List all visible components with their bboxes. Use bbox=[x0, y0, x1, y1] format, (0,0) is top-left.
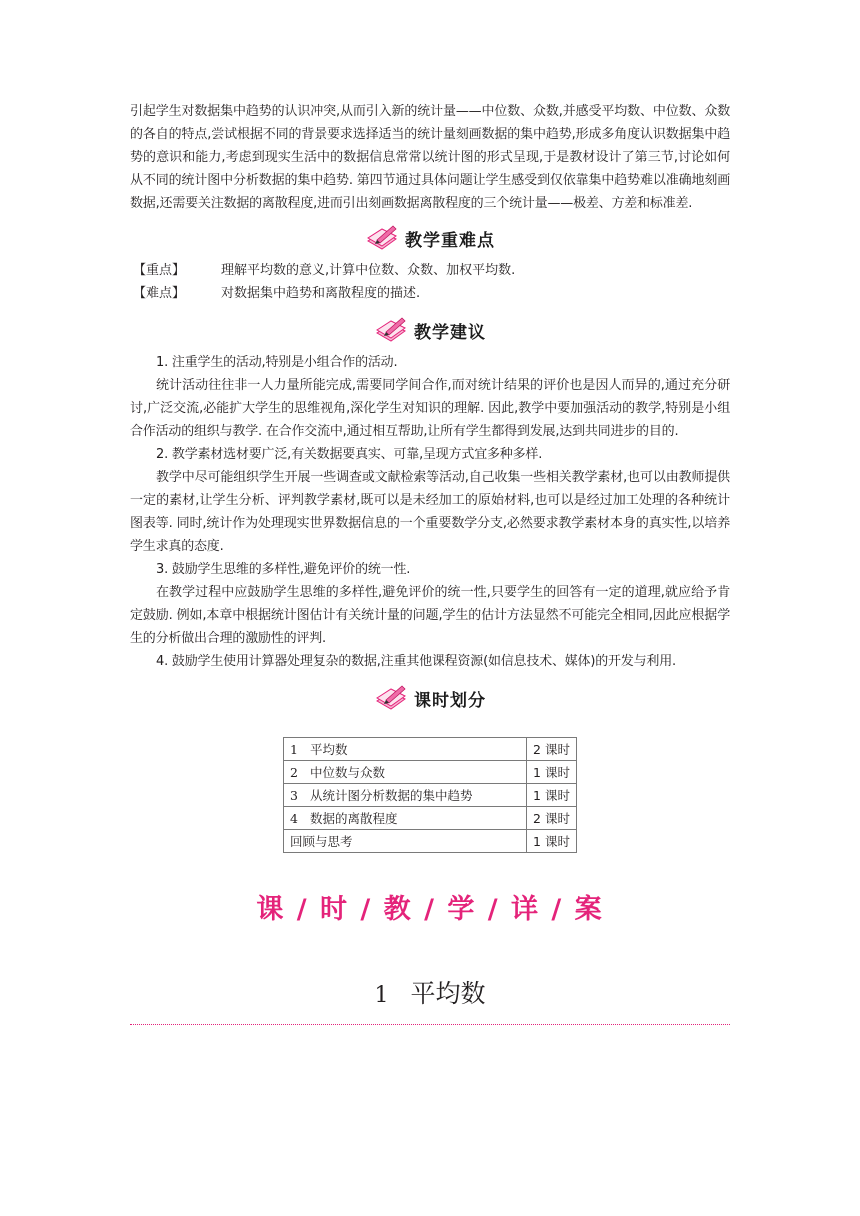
lesson-cell: 4 数据的离散程度 bbox=[284, 807, 527, 830]
table-row bbox=[284, 738, 577, 761]
suggestion-paragraph: 教学中尽可能组织学生开展一些调查或文献检索等活动,自己收集一些相关教学素材,也可以由教师提供一定的素材,让学生分析、评判教学素材,既可以是未经加工的原始材料,也可以是经过加工处理的各种统计图表等. 同时,统计作为处理现实世界数据信息的一个重要数学分支,必然要求教学素材本身的真实性,以培养学生求真的态度. bbox=[130, 470, 730, 554]
lesson-cell: 3 从统计图分析数据的集中趋势 bbox=[284, 784, 527, 807]
suggestion-item: 2. 教学素材选材要广泛,有关数据要真实、可靠,呈现方式宜多种多样. bbox=[156, 447, 543, 462]
table-row bbox=[284, 807, 577, 830]
schedule-heading bbox=[130, 677, 730, 719]
difficult-point-row bbox=[130, 282, 730, 305]
table-row bbox=[284, 761, 577, 784]
hours-cell: 2 课时 bbox=[527, 738, 577, 761]
key-point-row bbox=[130, 259, 730, 282]
suggestion-item: 1. 注重学生的活动,特别是小组合作的活动. bbox=[156, 355, 398, 370]
suggestion-paragraph: 在教学过程中应鼓励学生思维的多样性,避免评价的统一性,只要学生的回答有一定的道理,就应给予肯定鼓励. 例如,本章中根据统计图估计有关统计量的问题,学生的估计方法显然不可能完全相同,因此应根据学生的分析做出合理的激励性的评判. bbox=[130, 585, 730, 646]
section-title: 课时划分 bbox=[414, 690, 486, 711]
difficult-point-text: 对数据集中趋势和离散程度的描述. bbox=[221, 286, 421, 301]
section-title: 教学建议 bbox=[414, 322, 486, 343]
section-title: 教学重难点 bbox=[405, 230, 495, 251]
lesson-title-text: 平均数 bbox=[410, 979, 486, 1008]
document-page bbox=[130, 100, 730, 1025]
intro-paragraph: 引起学生对数据集中趋势的认识冲突,从而引入新的统计量——中位数、众数,并感受平均数、中位数、众数的各自的特点,尝试根据不同的背景要求选择适当的统计量刻画数据的集中趋势,形成多角度认识数据集中趋势的意识和能力,考虑到现实生活中的数据信息常常以统计图的形式呈现,于是教材设计了第三节,讨论如何从不同的统计图中分析数据的集中趋势. 第四节通过具体问题让学生感受到仅依靠集中趋势难以准确地刻画数据,还需要关注数据的离散程度,进而引出刻画数据离散程度的三个统计量——极差、方差和标准差. bbox=[130, 104, 730, 211]
key-point-tag: 【重点】 bbox=[133, 263, 186, 278]
suggestion-paragraph: 统计活动往往非一人力量所能完成,需要同学间合作,而对统计结果的评价也是因人而异的,通过充分研讨,广泛交流,必能扩大学生的思维视角,深化学生对知识的理解. 因此,教学中要加强活动的教学,特别是小组合作活动的组织与教学. 在合作交流中,通过相互帮助,让所有学生都得到发展,达到共同进步的目的. bbox=[130, 378, 730, 439]
suggestion-item: 4. 鼓励学生使用计算器处理复杂的数据,注重其他课程资源(如信息技术、媒体)的开发与利用. bbox=[156, 654, 676, 669]
pencil-notebook-icon bbox=[365, 223, 399, 253]
divider bbox=[130, 1024, 730, 1025]
lesson-title bbox=[130, 974, 730, 1010]
suggestions-heading bbox=[130, 309, 730, 351]
difficult-point-tag: 【难点】 bbox=[133, 286, 186, 301]
pencil-notebook-icon bbox=[374, 683, 408, 713]
suggestion-item: 3. 鼓励学生思维的多样性,避免评价的统一性. bbox=[156, 562, 411, 577]
key-difficult-heading bbox=[130, 217, 730, 259]
schedule-table bbox=[283, 737, 577, 853]
table-row bbox=[284, 784, 577, 807]
lesson-cell: 2 中位数与众数 bbox=[284, 761, 527, 784]
lesson-plan-banner: 课 / 时 / 教 / 学 / 详 / 案 bbox=[256, 894, 604, 925]
lesson-cell: 回顾与思考 bbox=[284, 830, 527, 853]
lesson-cell: 1 平均数 bbox=[284, 738, 527, 761]
key-point-text: 理解平均数的意义,计算中位数、众数、加权平均数. bbox=[221, 263, 516, 278]
lesson-number: 1 bbox=[374, 983, 389, 1008]
hours-cell: 2 课时 bbox=[527, 807, 577, 830]
pencil-notebook-icon bbox=[374, 315, 408, 345]
hours-cell: 1 课时 bbox=[527, 784, 577, 807]
hours-cell: 1 课时 bbox=[527, 761, 577, 784]
table-row bbox=[284, 830, 577, 853]
hours-cell: 1 课时 bbox=[527, 830, 577, 853]
